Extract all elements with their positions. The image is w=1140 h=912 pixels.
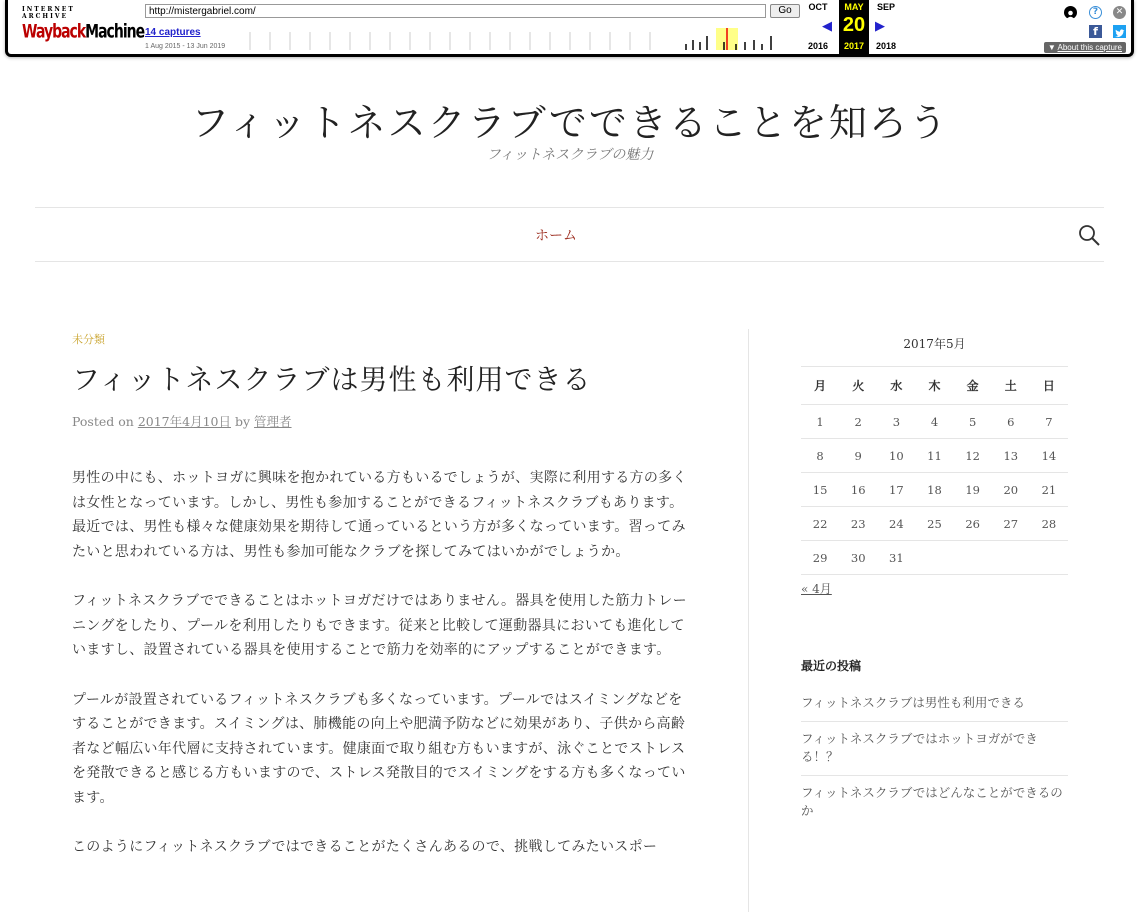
calendar-day [992,541,1030,575]
wayback-logo[interactable] [22,6,145,43]
weekday-sun: 日 [1030,367,1068,405]
calendar-day: 2 [839,405,877,439]
weekday-fri: 金 [954,367,992,405]
calendar-table [801,366,1068,575]
calendar-day [915,541,953,575]
calendar-header-row [801,367,1068,405]
weekday-wed: 水 [877,367,915,405]
post-author-link[interactable]: 管理者 [254,414,292,429]
twitter-icon[interactable] [1113,25,1126,38]
calendar-day: 28 [1030,507,1068,541]
calendar-day: 30 [839,541,877,575]
wayback-toolbar [5,0,1134,57]
calendar-day: 3 [877,405,915,439]
calendar-day: 14 [1030,439,1068,473]
calendar-week [801,473,1068,507]
post-content [72,466,694,885]
site-tagline: フィットネスクラブの魅力 [486,147,654,163]
calendar-day: 29 [801,541,839,575]
logo-top-text: INTERNET ARCHIVE [22,6,75,20]
calendar-day: 31 [877,541,915,575]
site-title[interactable]: フィットネスクラブでできることを知ろう [191,101,949,145]
weekday-tue: 火 [839,367,877,405]
calendar-day: 16 [839,473,877,507]
url-input[interactable]: http://mistergabriel.com/ [145,4,766,18]
calendar-day: 6 [992,405,1030,439]
weekday-thu: 木 [915,367,953,405]
calendar-day: 20 [992,473,1030,507]
calendar-caption: 2017年5月 [903,337,966,351]
post-title: フィットネスクラブは男性も利用できる [72,363,592,396]
calendar-day: 4 [915,405,953,439]
calendar-day: 21 [1030,473,1068,507]
calendar-day: 13 [992,439,1030,473]
calendar-day: 15 [801,473,839,507]
calendar-week [801,541,1068,575]
search-icon[interactable] [1078,224,1100,246]
calendar-day: 11 [915,439,953,473]
calendar-nav: OCT 2016 MAY 20 2017 SEP 2018 ◀ ▶ [803,0,913,54]
column-divider [748,329,749,912]
weekday-sat: 土 [992,367,1030,405]
nav-item-home[interactable]: ホーム [535,228,577,244]
post-category-link[interactable]: 未分類 [72,333,105,346]
main-navigation [35,207,1104,262]
next-arrow-icon[interactable]: ▶ [875,18,885,33]
post-date-link[interactable]: 2017年4月10日 [137,414,231,429]
calendar-day [954,541,992,575]
calendar-day: 19 [954,473,992,507]
prev-arrow-icon[interactable]: ◀ [822,18,832,33]
calendar-day: 24 [877,507,915,541]
calendar-day: 18 [915,473,953,507]
calendar-day: 8 [801,439,839,473]
calendar-day: 17 [877,473,915,507]
calendar-day: 10 [877,439,915,473]
capture-sparkline[interactable] [240,26,776,50]
calendar-week [801,439,1068,473]
calendar-day: 12 [954,439,992,473]
calendar-day: 1 [801,405,839,439]
post-paragraph: 男性の中にも、ホットヨガに興味を抱かれている方もいるでしょうが、実際に利用する方の多くは女性となっています。しかし、男性も参加することができるフィットネスクラブもあります。最近では、男性も様々な健康効果を期待して通っているという方が多くなっています。習ってみたいと思われている方は、男性も参加可能なクラブを探してみてはいかがでしょうか。 [72,470,687,560]
calendar-day: 7 [1030,405,1068,439]
user-icon[interactable] [1064,6,1077,19]
calendar-day: 23 [839,507,877,541]
calendar-day: 27 [992,507,1030,541]
captures-link[interactable]: 14 captures [145,27,201,38]
recent-post-link[interactable]: フィットネスクラブは男性も利用できる [801,686,1068,722]
calendar-day: 25 [915,507,953,541]
calendar-day [1030,541,1068,575]
weekday-mon: 月 [801,367,839,405]
recent-post-link[interactable]: フィットネスクラブではホットヨガができる！？ [801,722,1068,776]
go-button[interactable]: Go [770,4,800,18]
calendar-day: 5 [954,405,992,439]
calendar-week [801,507,1068,541]
close-icon[interactable]: ✕ [1113,6,1126,19]
logo-main-text: WaybackMachine [22,22,145,43]
post-paragraph: このようにフィットネスクラブではできることがたくさんあるので、挑戦してみたいスポー [72,839,658,855]
help-icon[interactable]: ? [1089,6,1102,19]
capture-range: 1 Aug 2015 - 13 Jun 2019 [145,43,226,50]
calendar-day: 9 [839,439,877,473]
recent-post-link[interactable]: フィットネスクラブではどんなことができるのか [801,785,1063,818]
post-paragraph: プールが設置されているフィットネスクラブも多くなっています。プールではスイミングなどをすることができます。スイミングは、肺機能の向上や肥満予防などに効果があり、子供から高齢者など幅広い年代層に支持されています。健康面で取り組む方もいますが、泳ぐことでストレスを発散できると感じる方もいますので、ストレス発散目的でスイミングをする方も多くなっています。 [72,691,686,806]
facebook-icon[interactable]: f [1089,25,1102,38]
calendar-day: 22 [801,507,839,541]
about-capture-button[interactable]: ▼ About this capture [1044,42,1126,53]
post-paragraph: フィットネスクラブでできることはホットヨガだけではありません。器具を使用した筋力トレーニングをしたり、プールを利用したりもできます。従来と比較して運動器具においても進化していますし、設置されている器具を使用することで筋力を効率的にアップすることができます。 [72,593,687,658]
current-month: MAY 20 2017 [839,0,869,54]
recent-posts-list [801,686,1068,829]
recent-posts-heading: 最近の投稿 [801,659,862,673]
calendar-week [801,405,1068,439]
calendar-prev-link[interactable]: « 4月 [801,582,832,596]
calendar-day: 26 [954,507,992,541]
post-meta: Posted on 2017年4月10日 by 管理者 [72,414,292,429]
